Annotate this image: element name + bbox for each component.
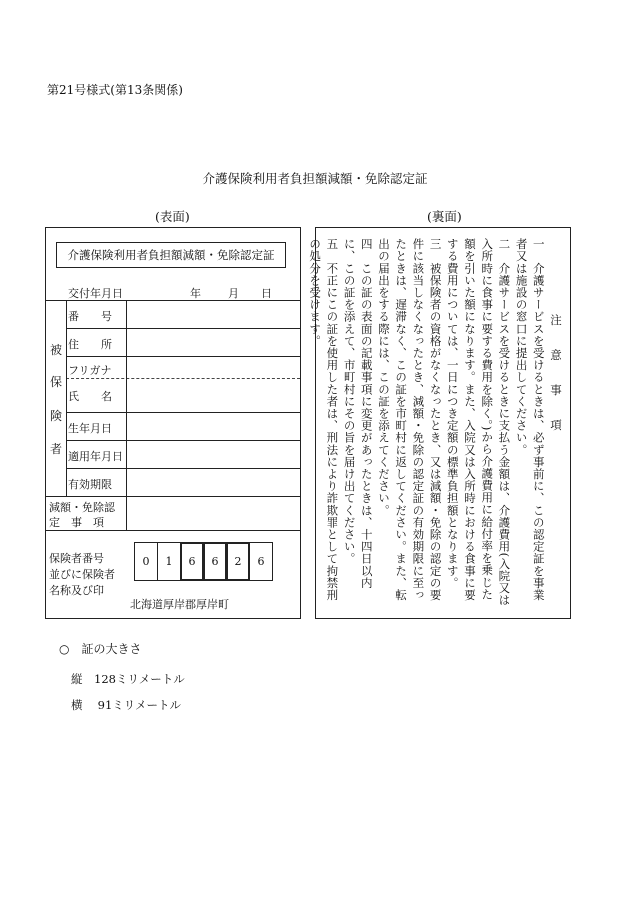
field-number-label: 番 号 — [68, 310, 112, 323]
size-note-width: 横 91ミリメートル — [71, 698, 182, 712]
insurer-name: 北海道厚岸郡厚岸町 — [130, 598, 229, 611]
insurer-label: 名称及び印 — [49, 584, 104, 597]
field-birth-date-label: 生年月日 — [68, 422, 112, 435]
insurer-digit: 1 — [157, 542, 181, 581]
insurer-digit: 6 — [249, 542, 273, 581]
insured-side-char: 者 — [50, 442, 63, 456]
size-note-height: 縦 128ミリメートル — [71, 672, 185, 686]
issue-date-label: 交付年月日 — [68, 287, 123, 300]
document-title: 介護保険利用者負担額減額・免除認定証 — [202, 171, 428, 186]
insured-side-char: 険 — [50, 409, 63, 423]
grid-line — [66, 356, 300, 357]
back-section-label: (裏面) — [427, 209, 462, 224]
front-card — [45, 227, 301, 619]
insurer-number-cells — [134, 542, 273, 581]
insured-side-char: 被 — [50, 343, 63, 357]
furigana-divider — [66, 378, 300, 379]
note-item: 一 介護サービスを受けるときは、必ず事前に、この認定証を事業者又は施設の窓口に提出してください。 — [514, 238, 546, 601]
grid-line — [46, 496, 300, 497]
notes-block — [308, 238, 564, 610]
field-address-label: 住 所 — [68, 338, 112, 351]
front-section-label: (表面) — [155, 209, 190, 224]
note-item: 四 この証の表面の記載事項に変更があったときは、十四日以内に、この証を添えて、市町村にその旨を届け出てください。 — [342, 238, 374, 589]
grid-line — [66, 412, 300, 413]
issue-year-label: 年 — [190, 287, 201, 300]
reduction-label: 定 事 項 — [49, 516, 104, 529]
note-item: 三 被保険者の資格がなくなったとき、又は減額・免除の認定の要件に該当しなくなったとき、減額・免除の認定証の有効期限に至ったときは、遅滞なく、この証を市町村に返してください。また、転出の届出をする際には、この証を添えてください。 — [376, 238, 443, 601]
field-name-label: 氏 名 — [68, 390, 112, 403]
note-item: 二 介護サービスを受けるときに支払う金額は、介護費用(入院又は入所時に食事に要する費用を除く。)から介護費用に給付率を乗じた額を引いた額になります。また、入院又は入所時における食事に要する費用については、一日につき定額の標準負担額となります。 — [445, 238, 512, 607]
grid-line — [66, 440, 300, 441]
grid-line — [66, 300, 67, 496]
issue-day-label: 日 — [261, 287, 272, 300]
notes-title: 注 意 事 項 — [549, 314, 563, 437]
grid-line — [66, 328, 300, 329]
field-expiry-label: 有効期限 — [68, 478, 112, 491]
insurer-digit: 0 — [134, 542, 158, 581]
issue-month-label: 月 — [228, 287, 239, 300]
insurer-label: 保険者番号 — [49, 552, 104, 565]
note-item: 五 不正にこの証を使用した者は、刑法により詐欺罪として拘禁刑の処分を受けます。 — [308, 238, 340, 601]
insured-side-char: 保 — [50, 375, 63, 389]
insurer-label: 並びに保険者 — [49, 568, 115, 581]
grid-line — [66, 468, 300, 469]
grid-line — [46, 530, 300, 531]
grid-line — [126, 300, 127, 530]
insurer-digit: 6 — [203, 542, 227, 581]
back-card — [308, 227, 571, 619]
grid-line — [46, 300, 300, 301]
card-title: 介護保険利用者負担額減額・免除認定証 — [56, 242, 286, 268]
insurer-digit: 2 — [226, 542, 250, 581]
field-effective-date-label: 適用年月日 — [68, 450, 123, 463]
reduction-label: 減額・免除認 — [49, 501, 115, 514]
form-number: 第21号様式(第13条関係) — [47, 83, 183, 97]
size-note-heading: ○ 証の大きさ — [59, 642, 142, 656]
insurer-digit: 6 — [180, 542, 204, 581]
field-furigana-label: フリガナ — [68, 364, 112, 377]
